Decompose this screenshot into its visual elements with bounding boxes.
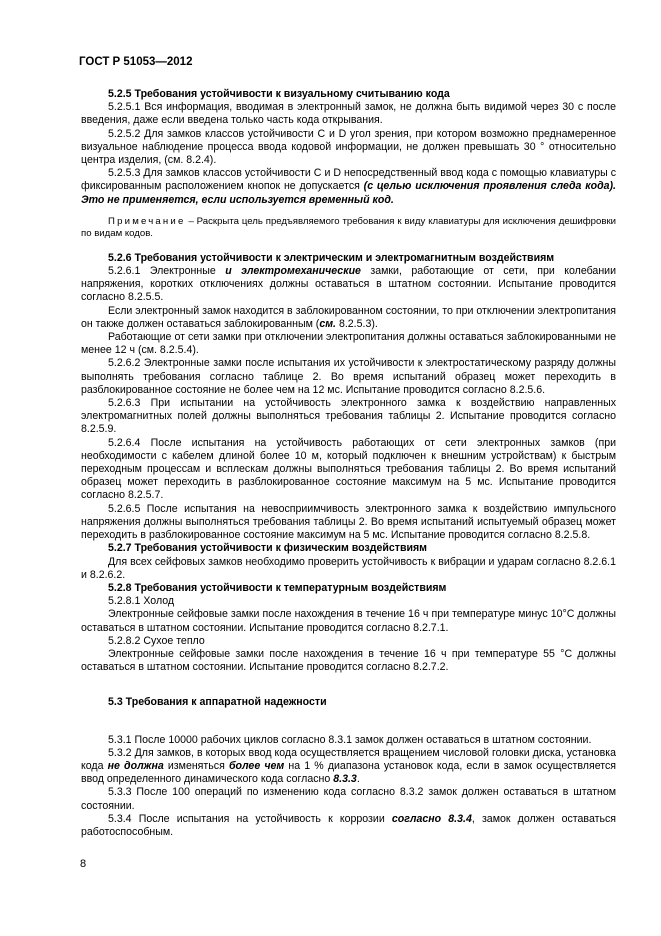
document-header: ГОСТ Р 51053—2012: [79, 56, 193, 68]
clause-5-3-2-text-3: на 1 % диапазона установок кода, если в замок осуществляется ввод определенного динамического кода согласно: [81, 759, 617, 786]
section-5-2-8-heading: 5.2.8 Требования устойчивости к температурным воздействиям: [108, 581, 447, 594]
clause-5-2-6-3: 5.2.6.3 При испытании на устойчивость электронного замка к воздействию направленных электромагнитных полей должны выполняться требования таблицы 2. Испытание проводится согласно 8.2.5.9.: [81, 397, 616, 436]
clause-5-3-1: 5.3.1 После 10000 рабочих циклов согласно 8.3.1 замок должен оставаться в штатном состоянии.: [108, 733, 592, 746]
document-body: [81, 88, 616, 839]
clause-5-2-8-1-title: 5.2.8.1 Холод: [108, 595, 175, 608]
clause-5-3-4-text-end: , замок должен оставаться работоспособным.: [81, 812, 617, 838]
clause-5-2-7: Для всех сейфовых замков необходимо проверить устойчивость к вибрации и ударам согласно 8.2.6.1 и 8.2.6.2.: [81, 555, 616, 581]
clause-5-2-5-3-emphasis: (с целью исключения проявления следа кода). Это не применяется, если используется временный код.: [81, 180, 616, 206]
page-number: 8: [80, 858, 87, 870]
clause-5-2-8-1: Электронные сейфовые замки после нахождения в течение 16 ч при температуре минус 10°C должны оставаться в штатном состоянии. Испытание проводится согласно 8.2.7.1.: [81, 608, 616, 634]
clause-5-3-3: 5.3.3 После 100 операций по изменению кода согласно 8.3.2 замок должен оставаться в штатном состоянии.: [81, 786, 616, 812]
clause-5-2-6-4: 5.2.6.4 После испытания на устойчивость работающих от сети электронных замков (при необходимости с кабелем длиной более 10 м, который подключен к внешним устройствам) к быстрым переходным процессам и всплескам должны выполняться требования таблицы 2. Во время испытаний образец может переходить в разблокированное состояние максимум на 5 мс. Испытание проводится согласно 8.2.5.7.: [81, 436, 616, 502]
clause-5-3-4: [81, 813, 616, 839]
clause-5-2-6-1-emphasis: и электромеханические: [225, 265, 361, 278]
clause-5-3-2-text: 5.3.2 Для замков, в которых ввод кода осуществляется вращением числовой головки диска, установка кода: [81, 746, 616, 772]
clause-5-3-2-emphasis-2: более чем: [228, 759, 285, 772]
clause-5-2-6-1-power-off: Работающие от сети замки при отключении электропитания должны оставаться заблокированными не менее 12 ч (см. 8.2.5.4).: [81, 331, 616, 357]
clause-5-2-6-1-text-end: замки, работающие от сети, при колебании напряжения, коротких отключениях должны оставаться в штатном состоянии. Испытание проводится согласно 8.2.5.5.: [81, 265, 617, 304]
section-5-2-7-heading: 5.2.7 Требования устойчивости к физическим воздействиям: [108, 542, 427, 555]
clause-5-3-2-emphasis-1: не должна: [107, 759, 164, 772]
clause-5-2-5-2: 5.2.5.2 Для замков классов устойчивости С и D угол зрения, при котором возможно преднамеренное визуальное наблюдение процесса ввода кодовой информации, не должен превышать 30 ° относительно центра изделия, (см. 8.2.4).: [81, 127, 616, 167]
section-5-3-heading: 5.3 Требования к аппаратной надежности: [108, 696, 327, 709]
clause-5-2-5-1: 5.2.5.1 Вся информация, вводимая в электронный замок, не должна быть видимой через 30 с после введения, даже если введена только часть кода открывания.: [81, 101, 616, 127]
note-label: Примечание: [108, 215, 186, 227]
clause-5-3-4-text: 5.3.4 После испытания на устойчивость к коррозии: [108, 812, 392, 825]
clause-5-3-2-text-2: изменяться: [163, 759, 229, 772]
clause-blocked-text: Если электронный замок находится в заблокированном состоянии, то при отключении электропитания он также должен оставаться заблокированным (: [81, 304, 616, 330]
clause-blocked-text-end: 8.2.5.3).: [336, 317, 378, 330]
clause-5-3-2-emphasis-3: 8.3.3: [333, 773, 357, 786]
clause-5-2-5-3-text: 5.2.5.3 Для замков классов устойчивости С и D непосредственный ввод кода с помощью клавиатуры с фиксированным расположением кнопок не допускается: [81, 167, 616, 193]
clause-5-2-6-2: 5.2.6.2 Электронные замки после испытания их устойчивости к электростатическому разряду должны выполнять требования согласно таблице 2. Во время испытаний образец может переходить в разблокированное состояние не более чем на 12 мс. Испытание проводится согласно 8.2.5.6.: [81, 357, 616, 396]
note-text: – Раскрыта цель предъявляемого требования к виду клавиатуры для исключения дешифровки по видам кодов.: [81, 215, 616, 240]
note: [81, 216, 616, 241]
section-5-2-5-heading: 5.2.5 Требования устойчивости к визуальному считыванию кода: [108, 88, 450, 100]
clause-5-2-6-5: 5.2.6.5 После испытания на невосприимчивость электронного замка к воздействию импульсного напряжения должны выполняться требования таблицы 2. Во время испытаний испытуемый образец может переходить в разблокированное состояние максимум на 5 мс. Испытание проводится согласно 8.2.5.8.: [81, 502, 616, 542]
clause-5-3-2: [81, 747, 616, 787]
clause-5-2-5-3: [81, 167, 616, 207]
section-5-2-6-heading: 5.2.6 Требования устойчивости к электрическим и электромагнитным воздействиям: [108, 251, 555, 264]
clause-5-2-6-1-blocked: [81, 305, 616, 331]
clause-5-2-8-2-title: 5.2.8.2 Сухое тепло: [108, 634, 205, 647]
clause-5-2-6-1-text: 5.2.6.1 Электронные: [108, 265, 226, 278]
clause-5-2-6-1: [81, 265, 616, 305]
clause-5-2-8-2: Электронные сейфовые замки после нахождения в течение 16 ч при температуре 55 °C должны оставаться в штатном состоянии. Испытание проводится согласно 8.2.7.2.: [81, 647, 616, 674]
clause-5-3-2-text-end: .: [356, 773, 360, 786]
clause-blocked-emphasis: см.: [319, 317, 336, 330]
clause-5-3-4-emphasis: согласно 8.3.4: [391, 812, 472, 825]
